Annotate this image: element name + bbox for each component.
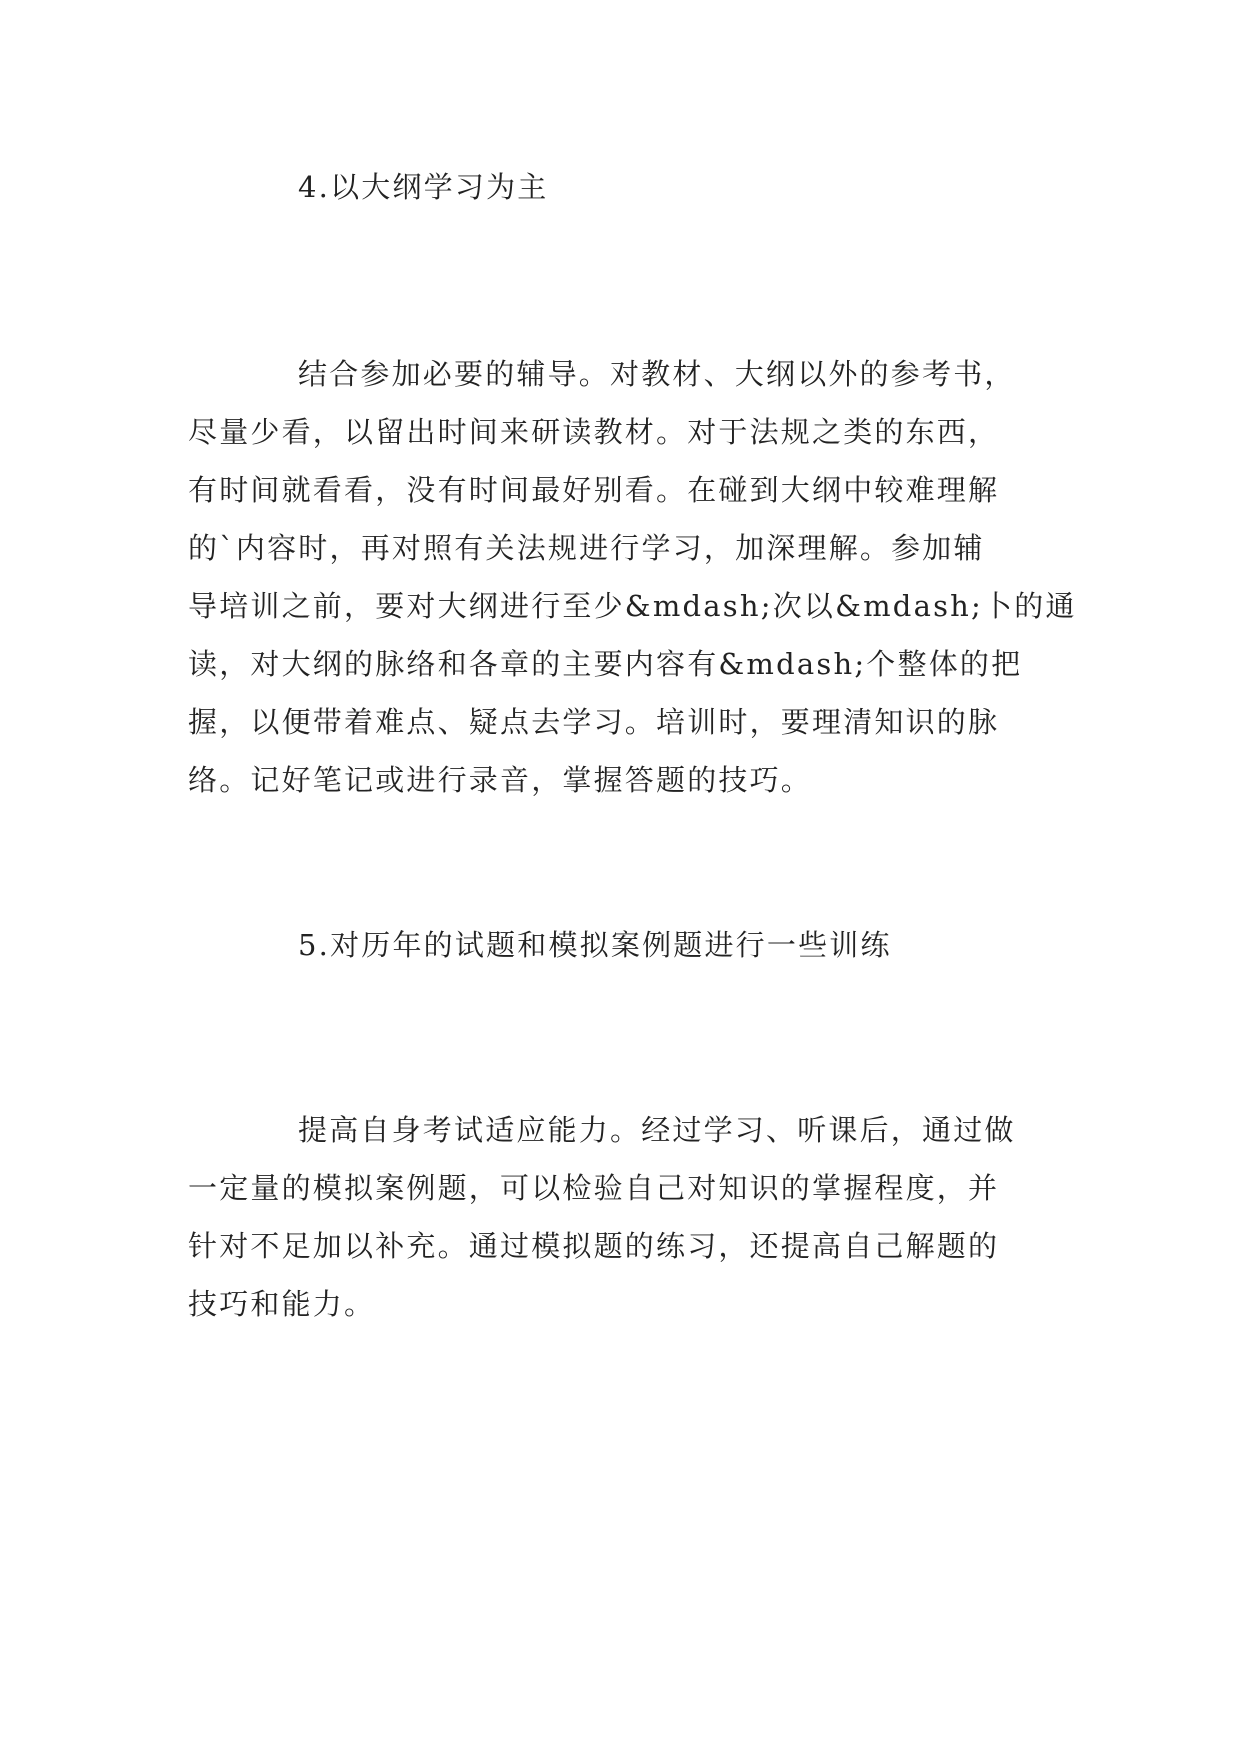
section-5-paragraph xyxy=(188,1101,1058,1333)
section-4-paragraph xyxy=(188,345,1077,809)
section-4-heading xyxy=(298,158,1058,216)
paragraph-line: 有时间就看看，没有时间最好别看。在碰到大纲中较难理解 xyxy=(188,473,1000,507)
paragraph-line: 结合参加必要的辅导。对教材、大纲以外的参考书， xyxy=(298,357,1016,391)
heading-text: 4.以大纲学习为主 xyxy=(298,170,549,204)
paragraph-line: 尽量少看，以留出时间来研读教材。对于法规之类的东西， xyxy=(188,415,1000,449)
paragraph-line: 一定量的模拟案例题，可以检验自己对知识的掌握程度，并 xyxy=(188,1171,1000,1205)
paragraph-line: 读，对大纲的脉络和各章的主要内容有&mdash;个整体的把 xyxy=(188,647,1023,681)
paragraph-line: 导培训之前，要对大纲进行至少&mdash;次以&mdash;卜的通 xyxy=(188,589,1077,623)
section-5-heading xyxy=(298,916,1058,974)
heading-text: 5.对历年的试题和模拟案例题进行一些训练 xyxy=(298,928,892,962)
paragraph-line: 针对不足加以补充。通过模拟题的练习，还提高自己解题的 xyxy=(188,1229,1000,1263)
paragraph-line: 络。记好笔记或进行录音，掌握答题的技巧。 xyxy=(188,763,813,797)
paragraph-line: 握，以便带着难点、疑点去学习。培训时，要理清知识的脉 xyxy=(188,705,1000,739)
paragraph-line: 技巧和能力。 xyxy=(188,1287,376,1321)
paragraph-line: 的`内容时，再对照有关法规进行学习，加深理解。参加辅 xyxy=(188,531,985,565)
paragraph-line: 提高自身考试适应能力。经过学习、听课后，通过做 xyxy=(298,1113,1016,1147)
